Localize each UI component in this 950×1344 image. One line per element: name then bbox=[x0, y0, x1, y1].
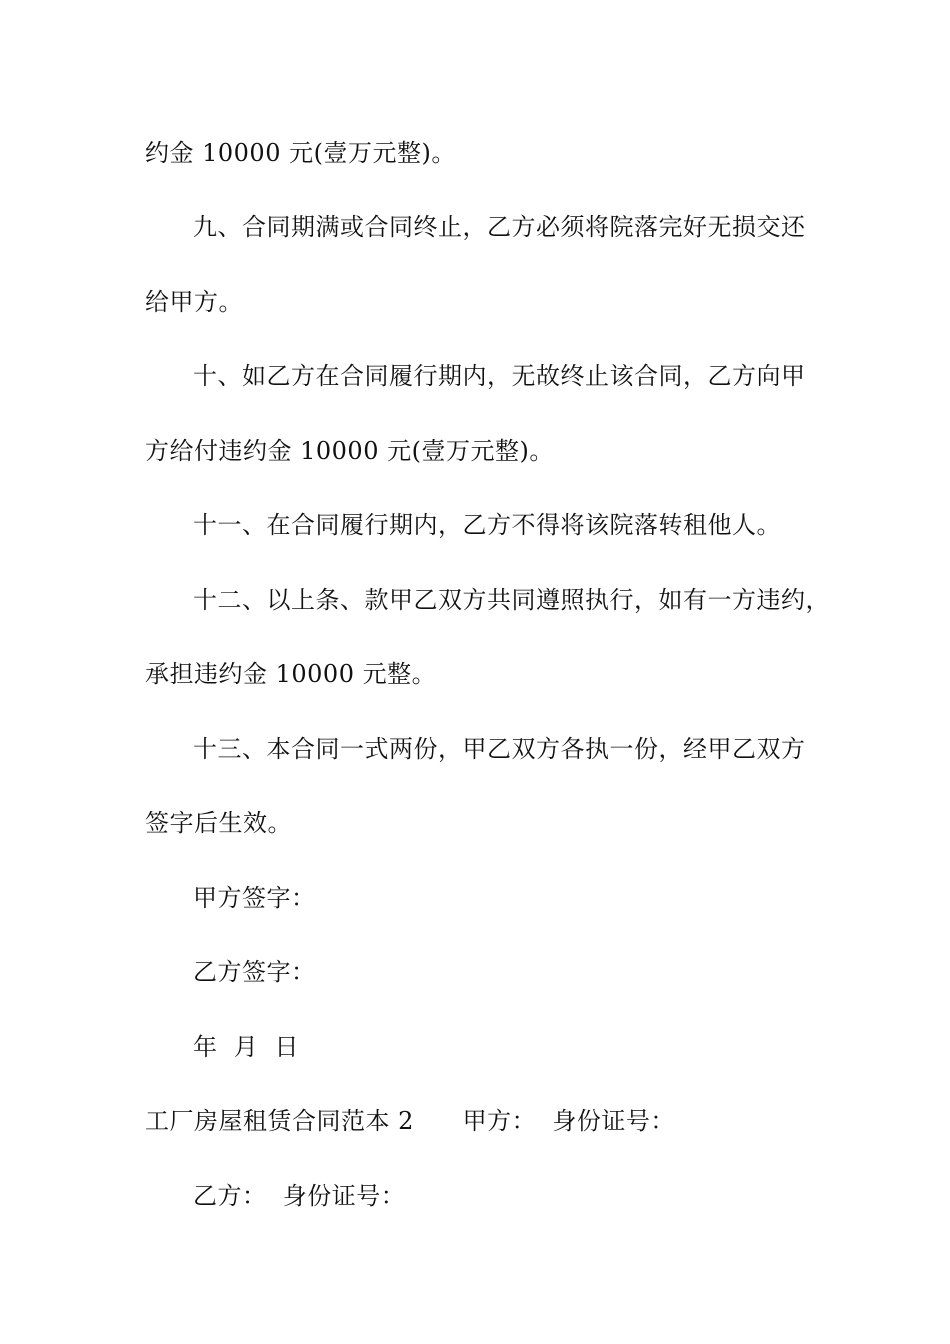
contract-2-heading: 工厂房屋租赁合同范本 2 甲方： 身份证号： bbox=[145, 1107, 675, 1135]
clause-9-continuation: 给甲方。 bbox=[145, 288, 243, 316]
clause-12-continuation: 承担违约金 10000 元整。 bbox=[145, 660, 437, 688]
clause-10: 十、如乙方在合同履行期内，无故终止该合同，乙方向甲 bbox=[193, 362, 806, 390]
clause-10-continuation: 方给付违约金 10000 元(壹万元整)。 bbox=[145, 437, 554, 465]
party-b-id-line: 乙方： 身份证号： bbox=[193, 1182, 406, 1210]
clause-13-continuation: 签字后生效。 bbox=[145, 809, 292, 837]
clause-8-continuation: 约金 10000 元(壹万元整)。 bbox=[145, 139, 456, 167]
clause-13: 十三、本合同一式两份，甲乙双方各执一份，经甲乙双方 bbox=[193, 735, 806, 763]
party-b-signature-label: 乙方签字： bbox=[193, 958, 316, 986]
clause-9: 九、合同期满或合同终止，乙方必须将院落完好无损交还 bbox=[193, 213, 806, 241]
date-line: 年 月 日 bbox=[193, 1033, 300, 1061]
party-a-signature-label: 甲方签字： bbox=[193, 884, 316, 912]
clause-11: 十一、在合同履行期内，乙方不得将该院落转租他人。 bbox=[193, 511, 781, 539]
clause-12: 十二、以上条、款甲乙双方共同遵照执行，如有一方违约， bbox=[193, 586, 830, 614]
